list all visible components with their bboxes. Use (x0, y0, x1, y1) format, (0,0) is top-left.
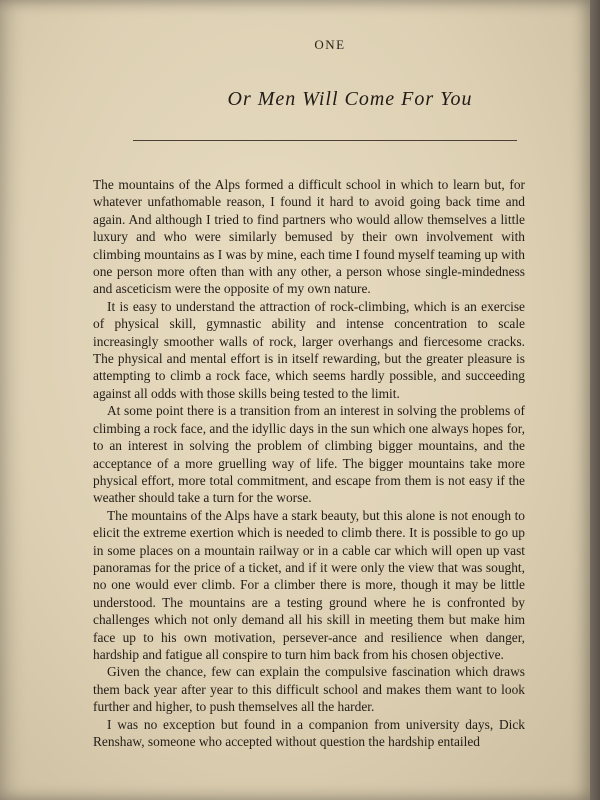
chapter-title: Or Men Will Come For You (227, 88, 473, 110)
chapter-body (93, 176, 525, 750)
paragraph: At some point there is a transition from an interest in solving the problems of climbing a rock face, and the idyllic days in the sun which one always hopes for, to an interest in solving the problem of climbing bigger mountains, and the acceptance of a more gruelling way of life. The bigger mountains take more physical effort, more total commitment, and escape from them is not easy if the weather should take a turn for the worse. (93, 403, 525, 506)
paragraph: I was no exception but found in a companion from university days, Dick Renshaw, someone who accepted without question the hardship entailed (93, 716, 525, 749)
paragraph: The mountains of the Alps have a stark beauty, but this alone is not enough to elicit the extreme exertion which is needed to climb there. It is possible to go up in some places on a mountain railway or in a cable car which will open up vast panoramas for the price of a ticket, and if it were only the view that was sought, no one would ever climb. For a climber there is more, though it may be little understood. The mountains are a testing ground where he is confronted by challenges which not only demand all his skill in meeting them but make him face up to his own motivation, persever-ance and resilience when danger, hardship and fatigue all conspire to turn him back from his chosen objective. (93, 507, 525, 662)
paragraph: Given the chance, few can explain the compulsive fascination which draws them back year after year to this difficult school and makes them want to look further and higher, to push themselves all the harder. (93, 664, 525, 715)
title-rule (133, 140, 517, 141)
paragraph: The mountains of the Alps formed a difficult school in which to learn but, for whatever unfathomable reason, I found it hard to avoid going back time and again. And although I tried to find partners who would allow themselves a little luxury and who were similarly bemused by their own involvement with climbing mountains as I was by mine, each time I found myself teaming up with one person more often than with any other, a person whose single-mindedness and asceticism were the opposite of my own nature. (93, 177, 525, 297)
chapter-number: ONE (314, 37, 346, 52)
paragraph: It is easy to understand the attraction of rock-climbing, which is an exercise of physical skill, gymnastic ability and intense concentration to scale increasingly smoother walls of rock, larger overhangs and fiercesome cracks. The physical and mental effort is in itself rewarding, but the greater pleasure is attempting to climb a rock face, which seems hardly possible, and succeeding against all odds with those skills being tested to the limit. (93, 298, 525, 401)
